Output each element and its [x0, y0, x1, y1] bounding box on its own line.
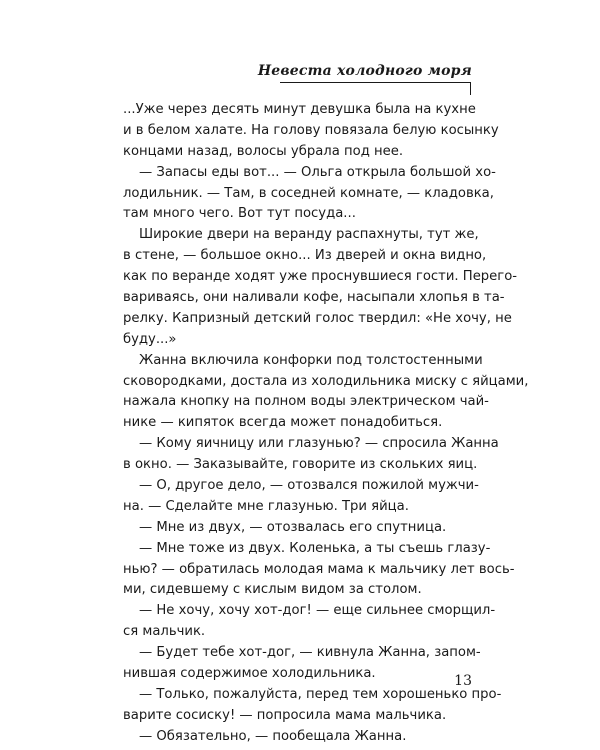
page-number: 13 [454, 673, 472, 689]
text-line: варите сосиску! — попросила мама мальчика. [123, 707, 447, 723]
text-line: нью? — обратилась молодая мама к мальчику лет вось- [123, 561, 515, 577]
header-rule-tick [470, 82, 471, 95]
header-rule [280, 82, 470, 83]
text-line: и в белом халате. На голову повязала белую косынку [123, 122, 499, 138]
text-line: нике — кипяток всегда может понадобиться. [123, 415, 443, 431]
text-line: вариваясь, они наливали кофе, насыпали хлопья в та- [123, 290, 505, 306]
text-line: лодильник. — Там, в соседней комнате, — кладовка, [123, 185, 494, 201]
text-line: — О, другое дело, — отозвался пожилой мужчи- [139, 478, 479, 494]
text-line: как по веранде ходят уже проснувшиеся гости. Перего- [123, 269, 518, 285]
running-title: Невеста холодного моря [257, 63, 472, 79]
body-text [123, 100, 529, 748]
text-line: ми, сидевшему с кислым видом за столом. [123, 582, 422, 598]
text-line: ся мальчик. [123, 624, 206, 640]
text-line: буду...» [123, 331, 177, 347]
text-line: ...Уже через десять минут девушка была на кухне [123, 102, 476, 117]
text-line: — Обязательно, — пообещала Жанна. [139, 728, 407, 744]
text-line: — Только, пожалуйста, перед тем хорошенько про- [139, 686, 502, 702]
text-line: в стене, — большое окно... Из дверей и окна видно, [123, 248, 487, 264]
text-line: Жанна включила конфорки под толстостенными [139, 352, 483, 368]
text-line: — Не хочу, хочу хот-дог! — еще сильнее сморщил- [139, 603, 496, 619]
text-line: — Запасы еды вот... — Ольга открыла большой хо- [139, 164, 496, 180]
text-line: — Будет тебе хот-дог, — кивнула Жанна, запом- [139, 645, 481, 661]
text-line: там много чего. Вот тут посуда... [123, 206, 356, 222]
text-line: в окно. — Заказывайте, говорите из скольких яиц. [123, 457, 478, 473]
text-line: — Мне из двух, — отозвалась его спутница. [139, 519, 447, 535]
text-line: нившая содержимое холодильника. [123, 666, 376, 682]
text-line: нажала кнопку на полном воды электрическом чай- [123, 394, 489, 410]
text-line: на. — Сделайте мне глазунью. Три яйца. [123, 498, 409, 514]
text-line: сковородками, достала из холодильника миску с яйцами, [123, 373, 529, 389]
text-line: — Мне тоже из двух. Коленька, а ты съешь глазу- [139, 540, 491, 556]
text-line: Широкие двери на веранду распахнуты, тут же, [139, 227, 479, 243]
text-line: релку. Капризный детский голос твердил: «Не хочу, не [123, 310, 512, 326]
text-line: концами назад, волосы убрала под нее. [123, 143, 404, 159]
text-line: — Кому яичницу или глазунью? — спросила Жанна [139, 436, 499, 452]
